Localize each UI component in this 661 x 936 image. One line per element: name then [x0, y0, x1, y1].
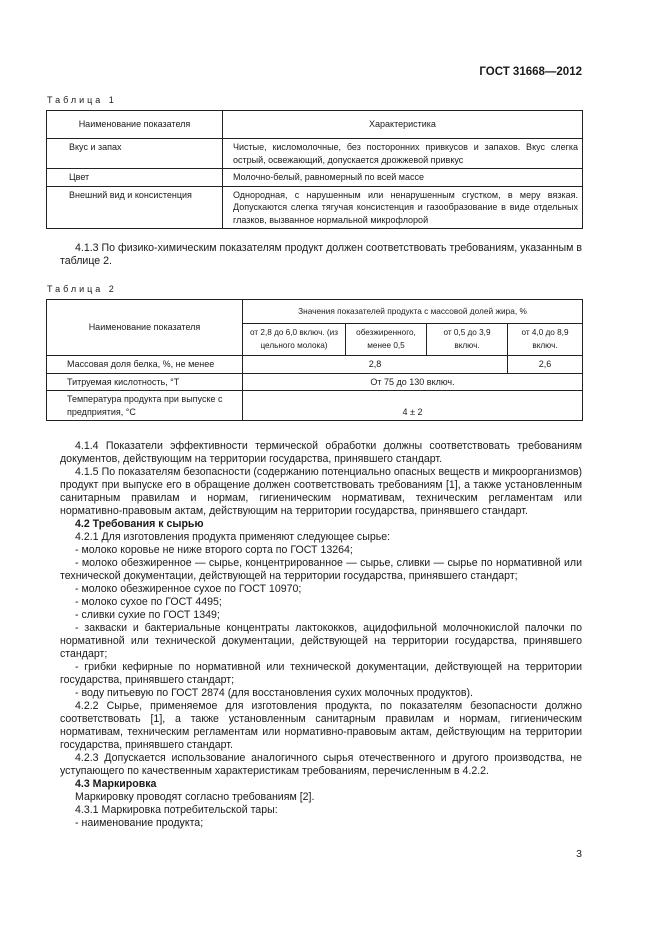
body-section — [60, 440, 582, 830]
list-item: - молоко обезжиренное сухое по ГОСТ 10970; — [75, 583, 302, 595]
table2-cell-value: 4 ± 2 — [243, 391, 583, 421]
para-4-3: Маркировку проводят согласно требованиям [2]. — [75, 791, 315, 803]
para-4-1-5: 4.1.5 По показателям безопасности (содержанию потенциально опасных веществ и микроорганизмов) продукт при выпуске его в обращение должен соответствовать требованиям [1], а также установленным санитарным правилам и нормам, гигиеническим нормативам, техническим регламентам или нормативно-правовым актам, действующим на территории государства, принявшего стандарт. — [60, 466, 582, 517]
table-row — [47, 356, 583, 374]
list-item: - молоко обезжиренное — сырье, концентрированное — сырье, сливки — сырье по нормативной или технической документации, действующей на территории государства, принявшего стандарт; — [60, 557, 582, 582]
table1-header-name: Наименование показателя — [47, 111, 223, 139]
table2-subheader: от 2,8 до 6,0 включ. (из цельного молока) — [243, 324, 346, 356]
table2-caption: Таблица 2 — [47, 284, 117, 294]
table1-cell-name: Внешний вид и консистенция — [47, 186, 223, 229]
table2-header-group: Значения показателей продукта с массовой долей жира, % — [243, 300, 583, 324]
list-item: - грибки кефирные по нормативной или технической документации, действующей на территории государства, принявшего стандарт; — [60, 661, 582, 686]
table1-caption: Таблица 1 — [47, 95, 117, 105]
table2-subheader: от 4,0 до 8,9 включ. — [508, 324, 583, 356]
list-item: - наименование продукта; — [75, 817, 204, 829]
table2-cell-value: 2,8 — [243, 356, 508, 374]
list-item: - закваски и бактериальные концентраты лактококков, ацидофильной молочнокислой палочки по нормативной или технической документации, действующей на территории государства, принявшего стандарт; — [60, 622, 582, 660]
list-item: - воду питьевую по ГОСТ 2874 (для восстановления сухих молочных продуктов). — [75, 687, 473, 699]
standard-code: ГОСТ 31668—2012 — [479, 66, 582, 78]
list-item: - сливки сухие по ГОСТ 1349; — [75, 609, 220, 621]
para-4-1-3-block — [60, 242, 582, 268]
para-4-1-3: 4.1.3 По физико-химическим показателям продукт должен соответствовать требованиям, указанным в таблице 2. — [60, 242, 582, 267]
table2-cell-name: Титруемая кислотность, °Т — [47, 373, 243, 391]
table1-cell-value: Чистые, кисломолочные, без посторонних привкусов и запахов. Вкус слегка острый, освежающий, допускается дрожжевой привкус — [223, 139, 583, 169]
table2-subheader: от 0,5 до 3,9 включ. — [427, 324, 508, 356]
table2-header-name: Наименование показателя — [47, 300, 243, 356]
para-4-2-2: 4.2.2 Сырье, применяемое для изготовления продукта, по показателям безопасности должно соответствовать [1], а также установленным санитарным правилам и нормам, гигиеническим нормативам, техническим регламентам или нормативно-правовым актам, действующим на территории государства, принявшего стандарт. — [60, 700, 582, 751]
table-row — [47, 186, 583, 229]
table2-cell-name: Массовая доля белка, %, не менее — [47, 356, 243, 374]
table1-cell-name: Вкус и запах — [47, 139, 223, 169]
table1-cell-name: Цвет — [47, 169, 223, 187]
table-row — [47, 169, 583, 187]
heading-4-3: 4.3 Маркировка — [75, 778, 157, 790]
table2-cell-value: 2,6 — [508, 356, 583, 374]
list-item: - молоко коровье не ниже второго сорта по ГОСТ 13264; — [75, 544, 353, 556]
para-4-2-1: 4.2.1 Для изготовления продукта применяют следующее сырье: — [75, 531, 391, 543]
table2-cell-value: От 75 до 130 включ. — [243, 373, 583, 391]
table2 — [46, 299, 583, 421]
page-number: 3 — [576, 848, 582, 860]
para-4-3-1: 4.3.1 Маркировка потребительской тары: — [75, 804, 278, 816]
table1 — [46, 110, 583, 229]
table-row — [47, 373, 583, 391]
para-4-1-4: 4.1.4 Показатели эффективности термической обработки должны соответствовать требованиям документов, действующим на территории государства, принявшего стандарт. — [60, 440, 582, 465]
table-row — [47, 391, 583, 421]
table-row — [47, 139, 583, 169]
table1-cell-value: Однородная, с нарушенным или ненарушенным сгустком, в меру вязкая. Допускаются слегка тягучая консистенция и газообразование в виде отдельных глазков, вызванное нормальной микрофлорой — [223, 186, 583, 229]
heading-4-2: 4.2 Требования к сырью — [75, 518, 204, 530]
table2-subheader: обезжиренного, менее 0,5 — [346, 324, 427, 356]
table2-cell-name: Температура продукта при выпуске с предприятия, °С — [47, 391, 243, 421]
list-item: - молоко сухое по ГОСТ 4495; — [75, 596, 222, 608]
table1-cell-value: Молочно-белый, равномерный по всей массе — [223, 169, 583, 187]
table1-header-value: Характеристика — [223, 111, 583, 139]
para-4-2-3: 4.2.3 Допускается использование аналогичного сырья отечественного и другого производства, не уступающего по качественным характеристикам требованиям, перечисленным в 4.2.2. — [60, 752, 582, 777]
